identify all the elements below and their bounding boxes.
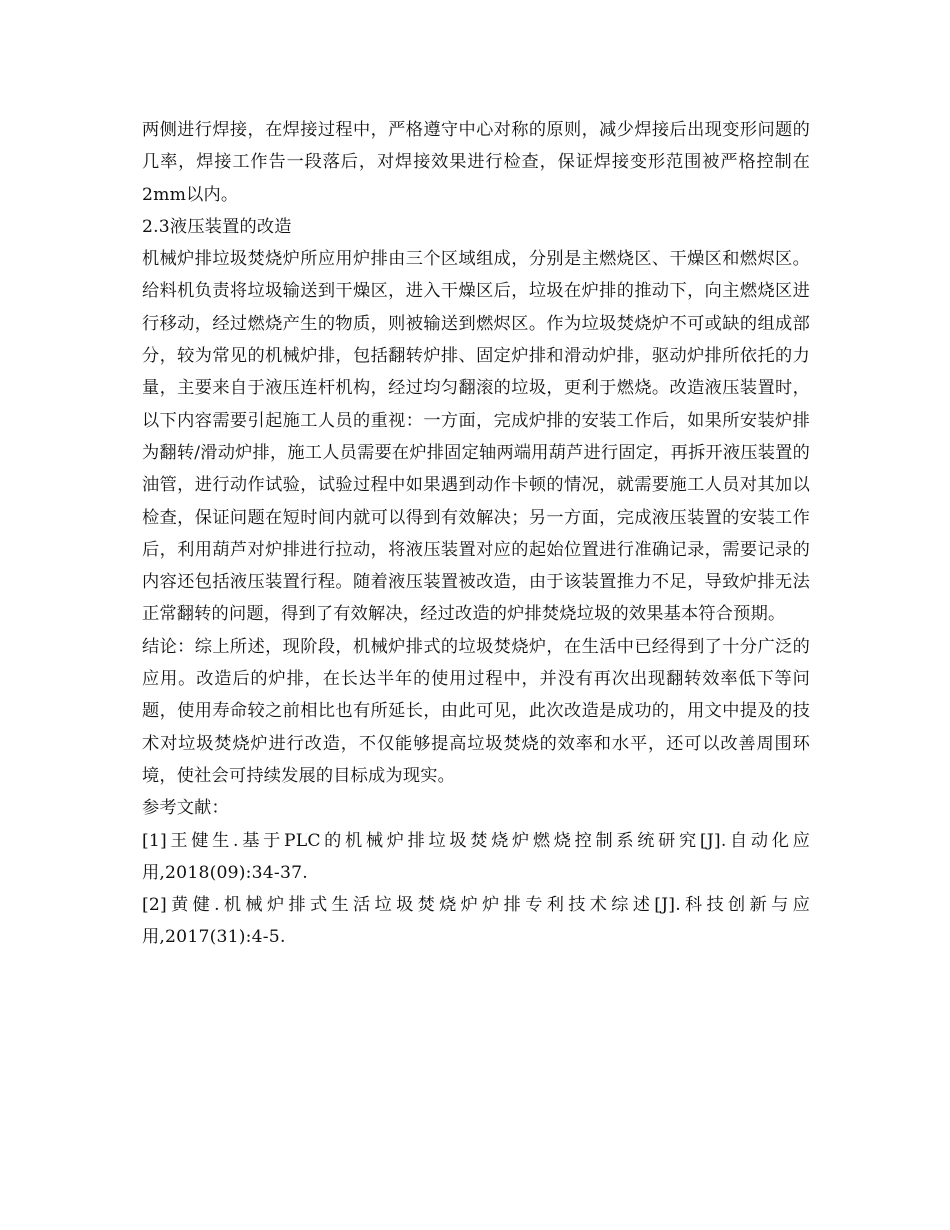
section-heading: 2.3液压装置的改造 bbox=[142, 216, 292, 237]
document-body bbox=[142, 114, 810, 954]
reference-item-1: [1]王健生.基于PLC的机械炉排垃圾焚烧炉燃烧控制系统研究[J].自动化应用,2018(09):34-37. bbox=[142, 830, 810, 883]
section-paragraph: 机械炉排垃圾焚烧炉所应用炉排由三个区域组成，分别是主燃烧区、干燥区和燃烬区。给料机负责将垃圾输送到干燥区，进入干燥区后，垃圾在炉排的推动下，向主燃烧区进行移动，经过燃烧产生的物质，则被输送到燃烬区。作为垃圾焚烧炉不可或缺的组成部分，较为常见的机械炉排，包括翻转炉排、固定炉排和滑动炉排，驱动炉排所依托的力量，主要来自于液压连杆机构，经过均匀翻滚的垃圾，更利于燃烧。改造液压装置时，以下内容需要引起施工人员的重视：一方面，完成炉排的安装工作后，如果所安装炉排为翻转/滑动炉排，施工人员需要在炉排固定轴两端用葫芦进行固定，再拆开液压装置的油管，进行动作试验，试验过程中如果遇到动作卡顿的情况，就需要施工人员对其加以检查，保证问题在短时间内就可以得到有效解决；另一方面，完成液压装置的安装工作后，利用葫芦对炉排进行拉动，将液压装置对应的起始位置进行准确记录，需要记录的内容还包括液压装置行程。随着液压装置被改造，由于该装置推力不足，导致炉排无法正常翻转的问题，得到了有效解决，经过改造的炉排焚烧垃圾的效果基本符合预期。 bbox=[142, 249, 810, 625]
references-heading: 参考文献： bbox=[142, 798, 229, 819]
reference-item-2: [2]黄健.机械炉排式生活垃圾焚烧炉炉排专利技术综述[J].科技创新与应用,2017(31):4-5. bbox=[142, 895, 810, 948]
conclusion-paragraph: 结论：综上所述，现阶段，机械炉排式的垃圾焚烧炉，在生活中已经得到了十分广泛的应用。改造后的炉排，在长达半年的使用过程中，并没有再次出现翻转效率低下等问题，使用寿命较之前相比也有所延长，由此可见，此次改造是成功的，用文中提及的技术对垃圾焚烧炉进行改造，不仅能够提高垃圾焚烧的效率和水平，还可以改善周围环境，使社会可持续发展的目标成为现实。 bbox=[142, 636, 810, 786]
continuation-paragraph: 两侧进行焊接，在焊接过程中，严格遵守中心对称的原则，减少焊接后出现变形问题的几率，焊接工作告一段落后，对焊接效果进行检查，保证焊接变形范围被严格控制在2mm以内。 bbox=[142, 120, 810, 205]
